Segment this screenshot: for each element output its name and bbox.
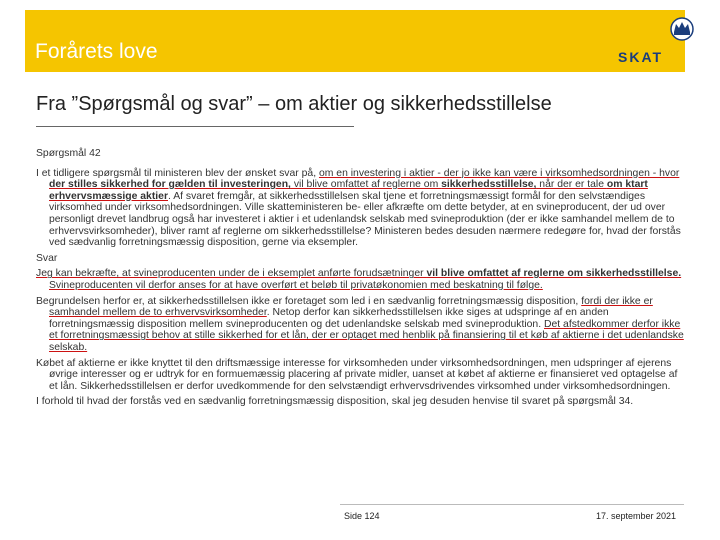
crown-icon xyxy=(671,18,693,40)
answer-underlined: Det afstedkommer derfor ikke et forretningsmæssigt behov at stille sikkerhed for et lån, der er optaget med henblik på finansiering til et køb af aktierne i det udenlandske selskab. xyxy=(49,318,684,353)
slide-title: Fra ”Spørgsmål og svar” – om aktier og sikkerhedsstillelse xyxy=(36,93,552,115)
answer-bold: vil blive omfattet af reglerne om sikkerhedsstillelse. xyxy=(426,268,682,280)
answer-underlined: Jeg kan bekræfte, at svineproducenten under de i eksemplet anførte forudsætninger xyxy=(36,268,427,280)
title-divider xyxy=(36,126,354,127)
question-label: Spørgsmål 42 xyxy=(36,148,101,159)
question-text: . Af svaret fremgår, at sikkerhedsstillelsen skal tjene et forretningsmæssigt formål for den selvstændiges virksomhed under virksomhedsordningen. Ville skatteministeren be- eller afkræfte om dette betyder, at en svineproducent, der ud over personligt drevet landbrug også har investeret i aktier i et udenlandsk selskab med svineproduktion (der er ikke samhandel mellem de to erhvervsvirksomheder), bliver ramt af reglerne om sikkerhedsstillelse? Ministeren bedes desuden nærmere redegøre for, hvad der forstås ved sædvanlig forretningsmæssig disposition, gerne via eksempler. xyxy=(49,190,681,249)
header-title: Forårets love xyxy=(35,40,158,63)
answer-text: Begrundelsen herfor er, at sikkerhedsstillelsen ikke er foretaget som led i en sædvanlig forretningsmæssig disposition, xyxy=(36,295,582,307)
question-text: I et tidligere spørgsmål til ministeren blev der ønsket svar på, xyxy=(36,167,319,179)
question-underlined: om en investering i aktier - der jo ikke kan være i virksomhedsordningen - hvor xyxy=(318,167,680,179)
footer-divider xyxy=(340,504,684,505)
header-bar xyxy=(25,10,685,72)
question-bold: om ktart erhvervsmæssige aktier xyxy=(49,179,648,202)
question-bold: der stilles sikkerhed for gælden til investeringen, xyxy=(49,179,291,191)
footer-date: 17. september 2021 xyxy=(596,511,677,521)
skat-logo xyxy=(610,15,700,67)
answer-underlined: Svineproducenten vil derfor anses for at have overført et beløb til privatøkonomien med beskatning til følge. xyxy=(49,279,543,291)
answer-text: . Netop derfor kan sikkerhedsstillelsen ikke siges at udspringe af en anden forretningsmæssig disposition mellem svineproducenten og det udenlandske selskab med svineproduktion. xyxy=(49,307,609,330)
answer-paragraph-4: I forhold til hvad der forstås ved en sædvanlig forretningsmæssig disposition, skal jeg desuden henvise til svaret på spørgsmål 34. xyxy=(36,396,634,408)
page-number: Side 124 xyxy=(344,511,380,521)
answer-underlined: fordi der ikke er samhandel mellem de to erhvervsvirksomheder xyxy=(49,295,653,319)
answer-paragraph-3: Købet af aktierne er ikke knyttet til den driftsmæssige interesse for virksomheden under virksomhedsordningen, men udspringer af ejerens øvrige interesser og er udtryk for en formuemæssig placering af private midler, uanset at købet af aktierne er finansieret ved optagelse af et lån. Sikkerhedsstillelsen er derfor uvedkommende for den selvstændigt erhvervsdrivendes virksomhed under virksomhedsordningen. xyxy=(36,357,678,392)
answer-paragraph-2 xyxy=(36,296,684,354)
content-body xyxy=(36,148,684,412)
question-bold: sikkerhedsstillelse, xyxy=(441,179,537,191)
question-paragraph xyxy=(36,168,684,249)
logo-text: SKAT xyxy=(618,49,664,65)
answer-label: Svar xyxy=(36,252,58,264)
answer-paragraph-1 xyxy=(36,268,684,291)
question-underlined: vil blive omfattet af reglerne om xyxy=(290,179,442,191)
question-underlined: når der er tale xyxy=(536,179,607,191)
